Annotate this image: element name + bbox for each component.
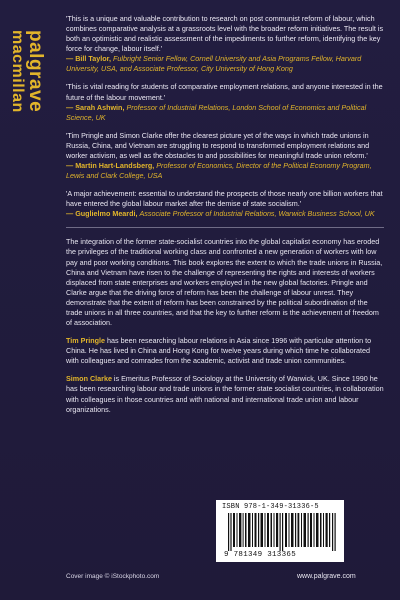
isbn-number: 9 781349 313365 <box>224 551 297 559</box>
book-description: The integration of the former state-socialist countries into the global capitalist economy has eroded the privileges of the traditional working class and confronted a new generation of workers with low pay and poor working conditions. This book explores the extent to which the trade unions in Russia, China and Vietnam have risen to the challenge of representing the rights and interests of workers displaced from state enterprises and workers employed in the new global factories. Pringle and Clarke argue that the driving force of reform has been the challenge of labour unrest. They demonstrate that the extent of reform has been constrained by the political subordination of the trade unions in all three countries, and that the key to further reform is the achievement of freedom of association. <box>66 237 383 328</box>
blurb-author: Sarah Ashwin <box>75 102 123 112</box>
palgrave-macmillan-logo <box>6 30 50 250</box>
cover-image-credit: Cover image © iStockphoto.com <box>66 573 160 580</box>
author-bio-text: is Emeritus Professor of Sociology at the University of Warwick, UK. Since 1990 he has been researching labour and trade unions in the former state socialist countries, in collaboration with colleagues in those countries and with national and international trade union and labour organizations. <box>66 374 384 414</box>
author-bio-text: has been researching labour relations in Asia since 1996 with particular attention to China. He has lived in China and Hong Kong for twelve years during which time he collaborated with colleagues and comrades from the academic, activist and trade union communities. <box>66 336 372 366</box>
blurb-attribution: — Sarah Ashwin, Professor of Industrial Relations, London School of Economics and Political Science, UK <box>66 102 367 122</box>
logo-palgrave: palgrave <box>25 30 46 113</box>
author-name: Simon Clarke <box>66 374 112 384</box>
blurb <box>66 189 384 219</box>
publisher-website[interactable]: www.palgrave.com <box>297 573 356 580</box>
divider <box>66 227 384 228</box>
barcode-bars <box>228 513 336 551</box>
blurb-affiliation: Professor of Industrial Relations, London School of Economics and Political Science, UK <box>66 102 367 122</box>
isbn-barcode <box>216 500 344 562</box>
blurb-quote: 'A major achievement: essential to understand the prospects of those nearly one billion workers that have entered the global labour market after the demise of state socialism.' <box>66 189 383 209</box>
blurb-attribution: — Martin Hart-Landsberg, Professor of Economics, Director of the Political Economy Program, Lewis and Clark College, USA <box>66 161 372 181</box>
blurb-affiliation: Associate Professor of Industrial Relations, Warwick Business School, UK <box>139 209 375 219</box>
logo-macmillan: macmillan <box>9 30 26 113</box>
author-name: Tim Pringle <box>66 336 106 346</box>
blurb-author: Martin Hart-Landsberg <box>75 161 153 171</box>
blurb-attribution: — Guglielmo Meardi, Associate Professor of Industrial Relations, Warwick Business School, UK <box>66 209 375 219</box>
blurb-author: Guglielmo Meardi <box>75 209 136 219</box>
blurb <box>66 14 384 74</box>
blurb-quote: 'This is a unique and valuable contribution to research on post communist reform of labour, which combines comparative analysis at a grassroots level with the broader reform initiatives. The result is both an optimistic and realistic assessment of the impediments to further reform, identifying the key force for change, labour itself.' <box>66 14 384 54</box>
blurb-attribution: — Bill Taylor, Fulbright Senior Fellow, Cornell University and Asia Programs Fellow, Harvard University, USA, and Associate Professor, City University of Hong Kong <box>66 54 362 74</box>
blurb-author: Bill Taylor <box>75 54 110 64</box>
blurb <box>66 82 384 122</box>
author-bio <box>66 336 384 366</box>
blurb-quote: 'Tim Pringle and Simon Clarke offer the clearest picture yet of the ways in which trade unions in Russia, China, and Vietnam are struggling to respond to transformed employment relations and worker activism, as well as the obstacles to and possibilities for meaningful trade union reform.' <box>66 130 370 160</box>
blurb <box>66 131 384 181</box>
isbn-label: ISBN 978-1-349-31336-5 <box>222 503 319 511</box>
blurb-affiliation: Professor of Economics, Director of the Political Economy Program, Lewis and Clark College, USA <box>66 161 372 181</box>
blurb-quote: 'This is vital reading for students of comparative employment relations, and anyone interested in the future of the labour movement.' <box>66 82 383 102</box>
blurb-affiliation: Fulbright Senior Fellow, Cornell University and Asia Programs Fellow, Harvard University, USA, and Associate Professor, City University of Hong Kong <box>66 54 362 74</box>
author-bio <box>66 374 384 414</box>
cover-text <box>66 14 384 423</box>
